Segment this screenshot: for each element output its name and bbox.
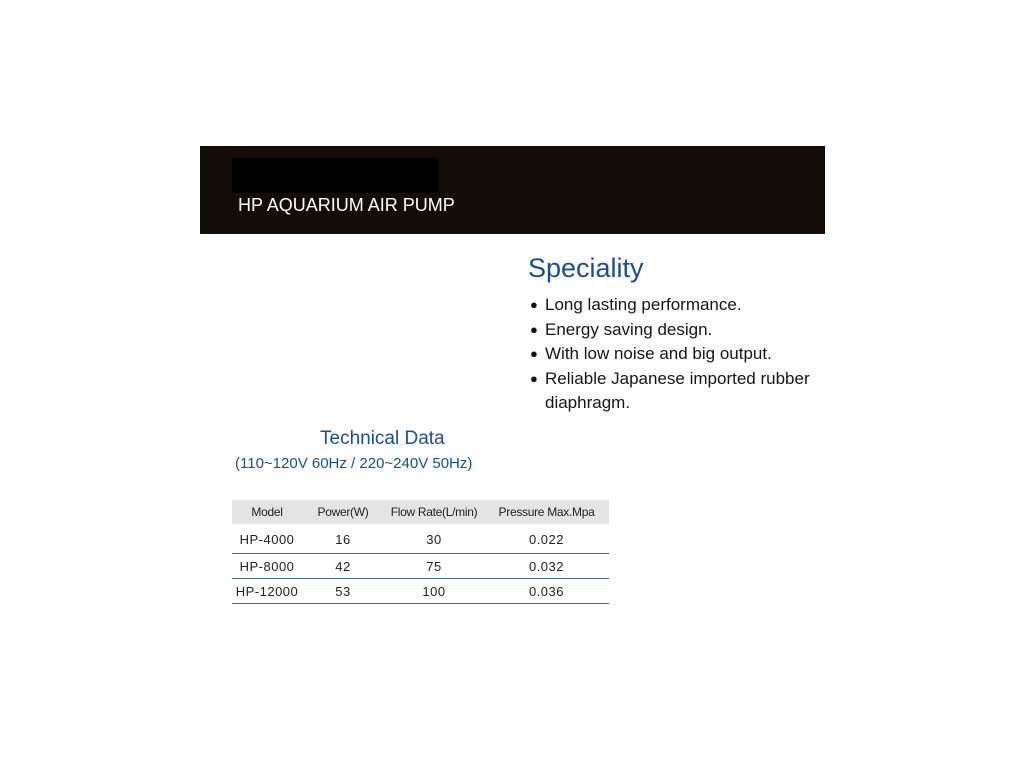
cell-power: 16	[302, 525, 384, 554]
bullet-icon: ●	[530, 370, 538, 386]
header-banner	[200, 146, 825, 234]
cell-pressure: 0.036	[484, 579, 609, 604]
cell-flow-rate: 75	[384, 554, 484, 579]
cell-model: HP-12000	[232, 579, 302, 604]
cell-pressure: 0.032	[484, 554, 609, 579]
speciality-item	[530, 318, 830, 343]
spec-table-header	[232, 500, 609, 525]
speciality-item-text: Energy saving design.	[545, 319, 713, 339]
cell-flow-rate: 100	[384, 579, 484, 604]
column-header-flow-rate: Flow Rate(L/min)	[384, 500, 484, 525]
column-header-model: Model	[232, 500, 302, 525]
speciality-item	[530, 342, 830, 367]
cell-model: HP-8000	[232, 554, 302, 579]
bullet-icon: ●	[530, 321, 538, 337]
column-header-pressure: Pressure Max.Mpa	[484, 500, 609, 525]
cell-power: 53	[302, 579, 384, 604]
cell-power: 42	[302, 554, 384, 579]
spec-table	[232, 500, 609, 604]
column-header-power: Power(W)	[302, 500, 384, 525]
bullet-icon: ●	[530, 346, 538, 361]
technical-data-title: Technical Data	[320, 428, 445, 449]
table-row	[232, 525, 609, 554]
bullet-icon: ●	[530, 297, 538, 312]
cell-flow-rate: 30	[384, 525, 484, 554]
speciality-item	[530, 293, 830, 318]
technical-data-voltage: (110~120V 60Hz / 220~240V 50Hz)	[235, 455, 473, 472]
cell-pressure: 0.022	[484, 525, 609, 554]
speciality-heading: Speciality	[528, 253, 644, 283]
speciality-item	[530, 367, 830, 416]
banner-logo-block	[232, 158, 438, 193]
table-row	[232, 554, 609, 579]
cell-model: HP-4000	[232, 525, 302, 554]
speciality-item-text: With low noise and big output.	[545, 344, 772, 363]
speciality-item-text: Reliable Japanese imported rubber diaphragm.	[545, 368, 810, 412]
speciality-list	[530, 293, 830, 416]
table-row	[232, 579, 609, 604]
product-title: HP AQUARIUM AIR PUMP	[238, 195, 455, 215]
speciality-item-text: Long lasting performance.	[545, 295, 742, 314]
